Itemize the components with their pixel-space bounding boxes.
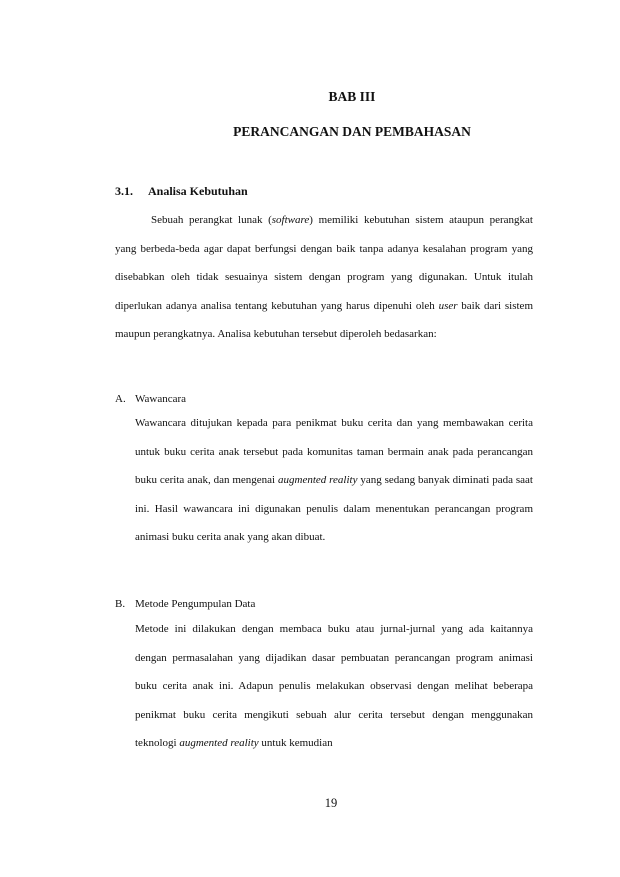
list-item-b-text-2: untuk kemudian [258,737,333,749]
list-item-b-text-1: Metode ini dilakukan dengan membaca buku atau jurnal-jurnal yang ada kaitannya dengan permasalahan yang dijadikan dasar pembuatan perancangan program animasi buku cerita anak ini. Adapun penulis melakukan observasi dengan melihat beberapa penikmat buku cerita mengikuti sebuah alur cerita tersebut dengan menggunakan teknologi [135,623,533,749]
intro-text-1: Sebuah perangkat lunak ( [151,214,272,226]
list-item-b-title: Metode Pengumpulan Data [135,598,256,610]
section-heading [115,184,248,199]
chapter-title: PERANCANGAN DAN PEMBAHASAN [233,124,471,139]
list-item-a-text-2: yang sedang banyak diminati pada saat ini. Hasil wawancara ini digunakan penulis dalam menentukan perancangan program animasi buku cerita anak yang akan dibuat. [135,474,533,543]
list-item-a-title: Wawancara [135,393,187,405]
section-number: 3.1. [115,184,133,198]
list-item-a-paragraph [135,409,533,552]
intro-paragraph [115,206,533,349]
intro-term-software: software [271,214,310,226]
intro-term-user: user [438,299,458,312]
list-item-a-text-1: Wawancara ditujukan kepada para penikmat buku cerita dan yang membawakan cerita untuk buku cerita anak tersebut pada komunitas taman bermain anak pada perancangan buku cerita anak, dan mengenai [135,417,533,486]
list-item-a-heading [115,391,186,407]
list-item-b-heading [115,596,255,612]
list-item-a-letter: A. [115,393,126,405]
page-number: 19 [324,796,338,810]
list-item-b-paragraph [135,615,533,758]
list-item-b-term: augmented reality [179,737,259,749]
section-title: Analisa Kebutuhan [148,184,248,198]
intro-text-2: ) memiliki kebutuhan sistem ataupun perangkat yang berbeda-beda agar dapat berfungsi dengan baik tanpa adanya kesalahan program yang disebabkan oleh tidak sesuainya sistem dengan program yang digunakan. Untuk itulah diperlukan adanya analisa tentang kebutuhan yang harus dipenuhi oleh [115,214,533,312]
chapter-label: BAB III [328,89,376,104]
list-item-b-letter: B. [115,598,126,610]
list-item-a-term: augmented reality [278,474,358,486]
intro-text-3: baik dari sistem maupun perangkatnya. Analisa kebutuhan tersebut diperoleh bedasarkan: [115,299,533,340]
